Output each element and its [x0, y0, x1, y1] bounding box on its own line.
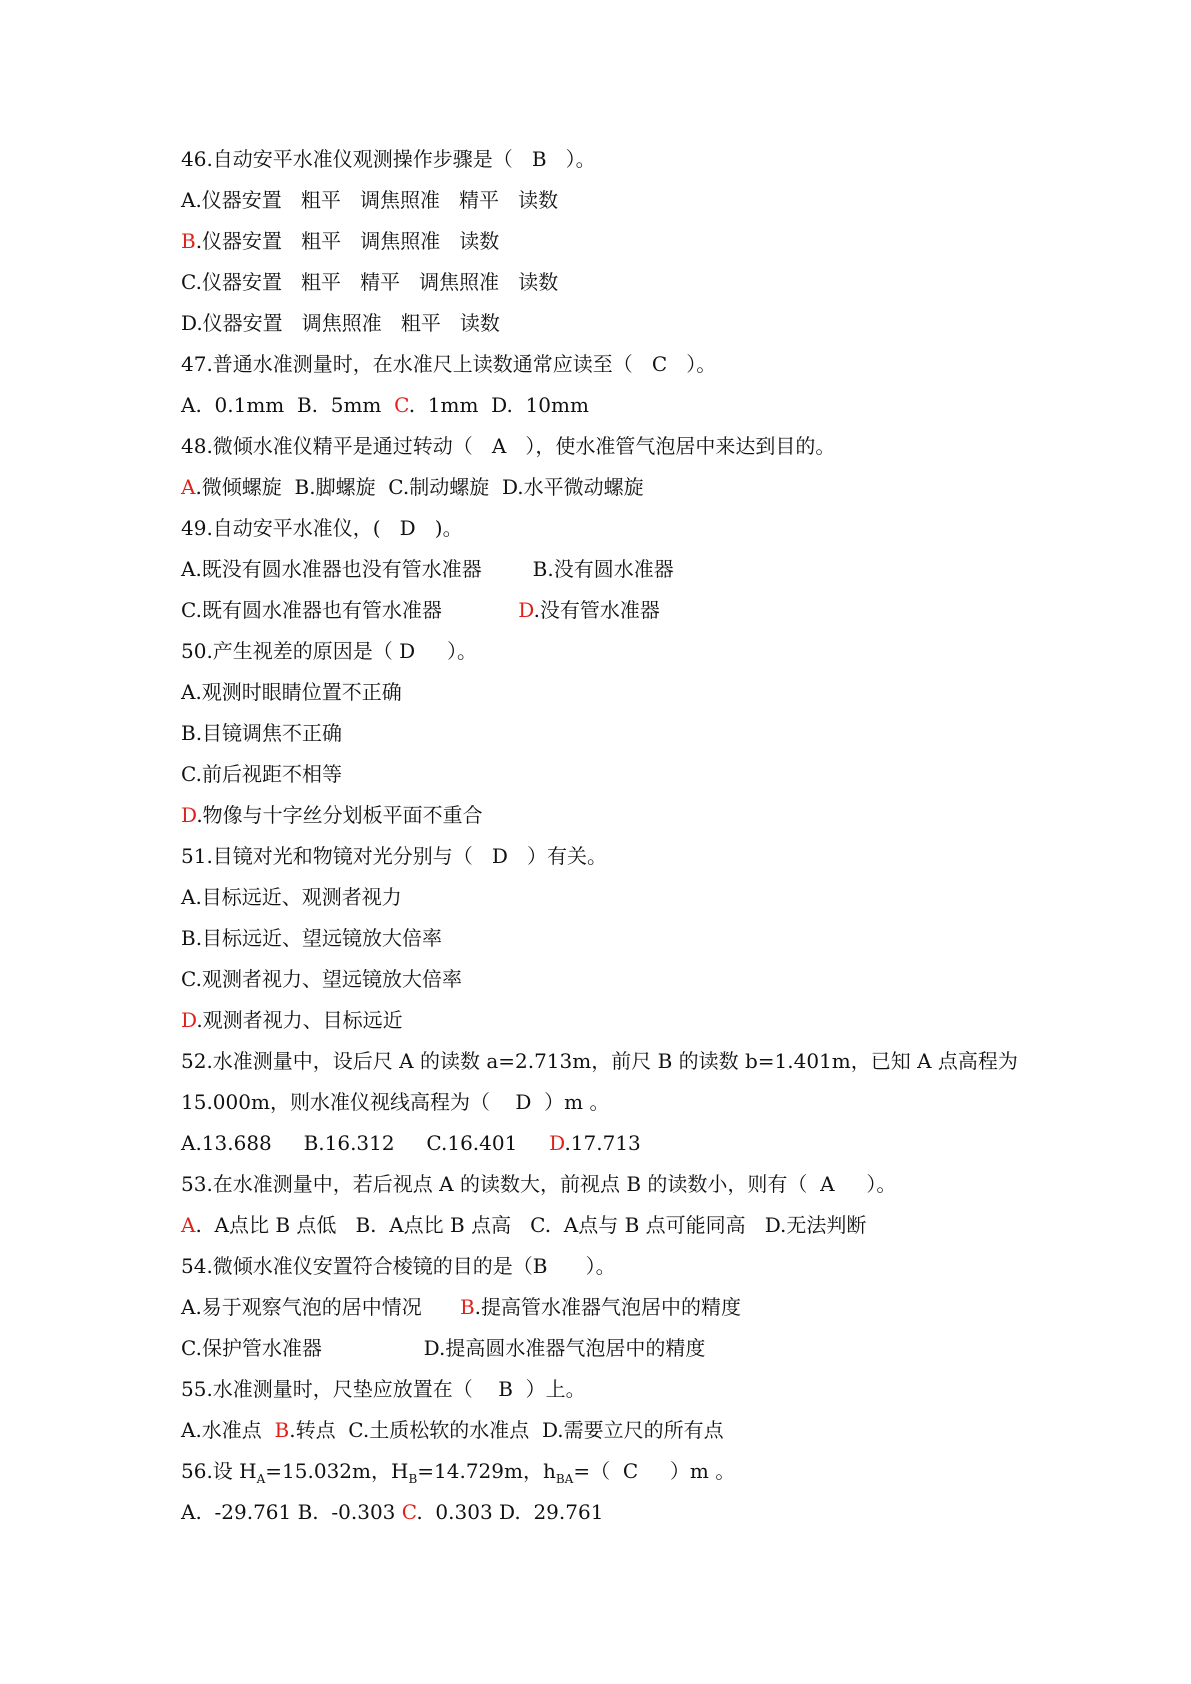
text-segment: C.前后视距不相等 [181, 762, 342, 786]
text-segment: 54.微倾水准仪安置符合棱镜的目的是（B ）。 [181, 1254, 616, 1278]
text-segment: A.观测时眼睛位置不正确 [181, 680, 402, 704]
text-line [181, 1336, 705, 1360]
text-line [181, 1008, 403, 1032]
text-segment: 53.在水准测量中，若后视点 A 的读数大，前视点 B 的读数小，则有（ A ）。 [181, 1172, 897, 1196]
answer-marker: B [181, 229, 196, 253]
text-segment: B.目镜调焦不正确 [181, 721, 343, 745]
text-line [181, 1500, 603, 1524]
answer-marker: C [394, 393, 409, 417]
subscript: BA [555, 1472, 574, 1486]
text-line [181, 352, 716, 376]
text-segment: 46.自动安平水准仪观测操作步骤是（ B ）。 [181, 147, 596, 171]
text-segment: 55.水准测量时，尺垫应放置在（ B ）上。 [181, 1377, 586, 1401]
text-segment: A.仪器安置 粗平 调焦照准 精平 读数 [181, 188, 559, 212]
text-line [181, 270, 558, 294]
text-segment: =（ C ）m 。 [573, 1459, 736, 1483]
answer-marker: D [518, 598, 534, 622]
text-line [181, 1213, 866, 1237]
text-segment: D.仪器安置 调焦照准 粗平 读数 [181, 311, 500, 335]
text-line [181, 1459, 736, 1486]
text-segment: A. 0.1mm B. 5mm [181, 393, 395, 417]
text-segment: C.既有圆水准器也有管水准器 [181, 598, 519, 622]
text-line [181, 229, 499, 253]
answer-marker: D [181, 1008, 197, 1032]
text-line [181, 393, 589, 417]
text-line [181, 1418, 724, 1442]
text-line [181, 844, 607, 868]
text-segment: .提高管水准器气泡居中的精度 [474, 1295, 742, 1319]
text-segment: 56.设 H [181, 1459, 257, 1483]
text-line [181, 1172, 896, 1196]
text-line [181, 1131, 641, 1155]
text-line [181, 762, 342, 786]
text-segment: .仪器安置 粗平 调焦照准 读数 [195, 229, 500, 253]
text-line [181, 721, 342, 745]
text-segment: C.保护管水准器 D.提高圆水准器气泡居中的精度 [181, 1336, 706, 1360]
text-line [181, 188, 558, 212]
text-segment: =15.032m，H [265, 1459, 409, 1483]
text-segment: 52.水准测量中，设后尺 A 的读数 a=2.713m，前尺 B 的读数 b=1.401m，已知 A 点高程为 [181, 1049, 1018, 1073]
text-line [181, 680, 402, 704]
text-segment: .没有管水准器 [533, 598, 660, 622]
answer-marker: A [181, 475, 196, 499]
text-segment: . 0.303 D. 29.761 [416, 1500, 604, 1524]
text-segment: A.13.688 B.16.312 C.16.401 [181, 1131, 550, 1155]
subscript: A [256, 1472, 266, 1486]
answer-marker: B [459, 1295, 475, 1319]
text-segment: B.目标远近、望远镜放大倍率 [181, 926, 443, 950]
text-line [181, 1049, 1018, 1073]
text-segment: A.易于观察气泡的居中情况 [181, 1295, 460, 1319]
text-line [181, 598, 660, 622]
subscript: B [408, 1472, 418, 1486]
text-line [181, 803, 483, 827]
text-line [181, 1377, 586, 1401]
text-segment: A.目标远近、观测者视力 [181, 885, 402, 909]
text-segment: .17.713 [564, 1131, 641, 1155]
answer-marker: D [181, 803, 197, 827]
answer-marker: B [274, 1418, 290, 1442]
text-segment: . 1mm D. 10mm [408, 393, 589, 417]
text-segment: 15.000m，则水准仪视线高程为（ D ）m 。 [181, 1090, 610, 1114]
text-line [181, 639, 477, 663]
text-line [181, 885, 402, 909]
answer-marker: D [549, 1131, 565, 1155]
text-segment: 47.普通水准测量时，在水准尺上读数通常应读至（ C ）。 [181, 352, 717, 376]
text-segment: A.既没有圆水准器也没有管水准器 B.没有圆水准器 [181, 557, 674, 581]
text-line [181, 311, 500, 335]
text-segment: .物像与十字丝分划板平面不重合 [196, 803, 483, 827]
text-line [181, 475, 644, 499]
text-segment: A.水准点 [181, 1418, 275, 1442]
text-segment: 51.目镜对光和物镜对光分别与（ D ）有关。 [181, 844, 607, 868]
text-line [181, 557, 674, 581]
text-line [181, 1295, 741, 1319]
text-segment: .转点 C.土质松软的水准点 D.需要立尺的所有点 [289, 1418, 724, 1442]
text-segment: .微倾螺旋 B.脚螺旋 C.制动螺旋 D.水平微动螺旋 [195, 475, 644, 499]
text-line [181, 147, 596, 171]
text-segment: . A点比 B 点低 B. A点比 B 点高 C. A点与 B 点可能同高 D.无法判断 [195, 1213, 867, 1237]
text-line [181, 516, 463, 540]
text-line [181, 434, 835, 458]
text-segment: C.观测者视力、望远镜放大倍率 [181, 967, 462, 991]
answer-marker: C [401, 1500, 417, 1524]
text-segment: .观测者视力、目标远近 [196, 1008, 403, 1032]
text-segment: 50.产生视差的原因是（ D ）。 [181, 639, 477, 663]
answer-marker: A [181, 1213, 196, 1237]
text-line [181, 1090, 609, 1114]
text-segment: 48.微倾水准仪精平是通过转动（ A ），使水准管气泡居中来达到目的。 [181, 434, 836, 458]
text-line [181, 926, 442, 950]
text-line [181, 967, 462, 991]
text-line [181, 1254, 616, 1278]
text-segment: =14.729m，h [417, 1459, 556, 1483]
text-segment: C.仪器安置 粗平 精平 调焦照准 读数 [181, 270, 559, 294]
text-segment: 49.自动安平水准仪，( D )。 [181, 516, 463, 540]
text-segment: A. -29.761 B. -0.303 [181, 1500, 402, 1524]
